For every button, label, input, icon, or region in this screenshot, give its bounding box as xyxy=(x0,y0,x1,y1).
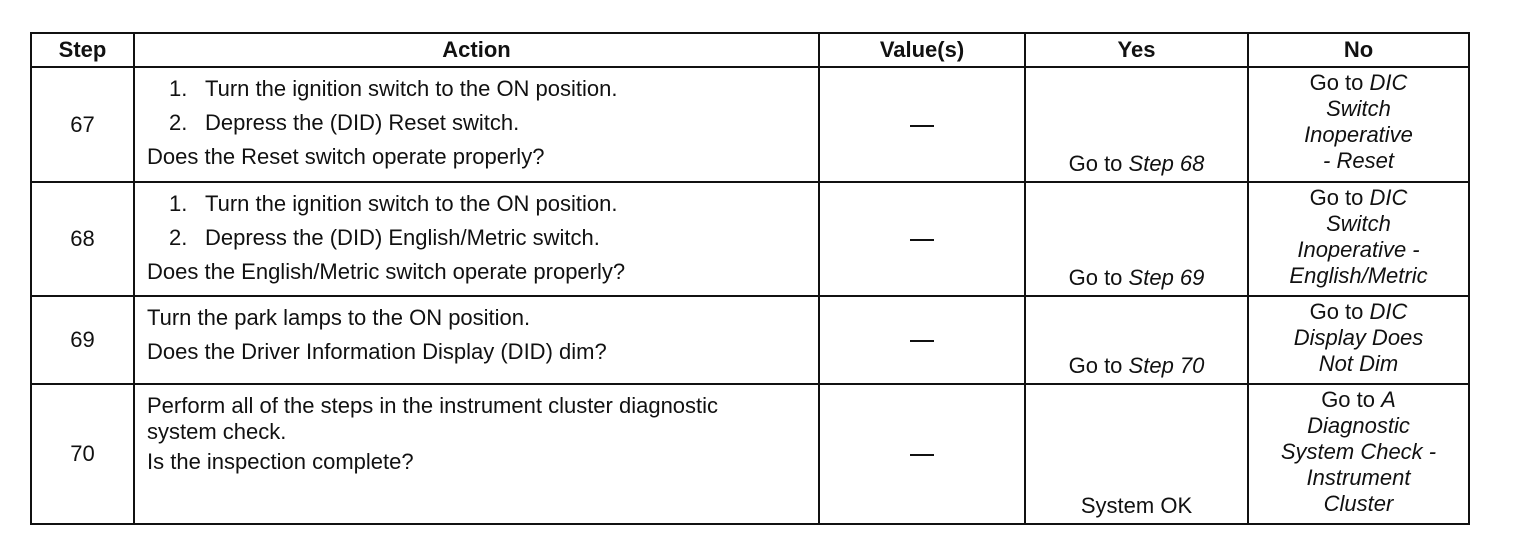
header-action: Action xyxy=(134,33,819,67)
step-text: Depress the (DID) Reset switch. xyxy=(205,110,520,135)
no-prefix: Go to xyxy=(1309,185,1364,210)
header-yes: Yes xyxy=(1025,33,1248,67)
table-row xyxy=(31,182,1469,296)
yes-cell xyxy=(1025,182,1248,296)
no-cell xyxy=(1248,67,1469,182)
no-ref-text[interactable]: Inoperative xyxy=(1304,122,1413,147)
no-ref-text[interactable]: Switch xyxy=(1326,211,1391,236)
step-index: 2. xyxy=(169,110,188,135)
no-cell xyxy=(1248,296,1469,384)
action-step-line xyxy=(147,221,810,255)
yes-prefix: Go to xyxy=(1068,353,1123,378)
action-cell xyxy=(134,182,819,296)
no-cell xyxy=(1248,384,1469,524)
no-ref-text[interactable]: DIC xyxy=(1369,70,1408,95)
step-index: 2. xyxy=(169,225,188,250)
action-question: Does the Driver Information Display (DID) dim? xyxy=(147,339,607,364)
step-text: Turn the ignition switch to the ON position. xyxy=(205,76,618,101)
no-cell xyxy=(1248,182,1469,296)
value-cell xyxy=(819,67,1025,182)
action-text-line: Turn the park lamps to the ON position. xyxy=(147,305,531,330)
step-text: Depress the (DID) English/Metric switch. xyxy=(205,225,600,250)
yes-step-link[interactable]: Step 70 xyxy=(1128,353,1205,378)
yes-text: System OK xyxy=(1080,493,1193,518)
empty-value-dash xyxy=(910,454,934,456)
step-number: 68 xyxy=(31,182,134,296)
action-step-line xyxy=(147,72,810,106)
no-ref-text[interactable]: DIC xyxy=(1369,185,1408,210)
action-question: Does the English/Metric switch operate properly? xyxy=(147,259,626,284)
action-step-line xyxy=(147,187,810,221)
yes-prefix: Go to xyxy=(1068,265,1123,290)
no-prefix: Go to xyxy=(1309,70,1364,95)
action-text-line: Perform all of the steps in the instrument cluster diagnostic xyxy=(147,393,719,418)
header-values: Value(s) xyxy=(819,33,1025,67)
action-cell xyxy=(134,384,819,524)
step-index: 1. xyxy=(169,191,188,216)
header-step: Step xyxy=(31,33,134,67)
diagnostic-table xyxy=(30,32,1470,525)
table-row xyxy=(31,296,1469,384)
table-row xyxy=(31,67,1469,182)
yes-prefix: Go to xyxy=(1068,151,1123,176)
action-step-line xyxy=(147,106,810,140)
no-ref-text[interactable]: Diagnostic xyxy=(1307,413,1410,438)
yes-cell xyxy=(1025,296,1248,384)
action-question: Does the Reset switch operate properly? xyxy=(147,144,545,169)
value-cell xyxy=(819,384,1025,524)
empty-value-dash xyxy=(910,125,934,127)
action-cell xyxy=(134,296,819,384)
action-cell xyxy=(134,67,819,182)
step-number: 67 xyxy=(31,67,134,182)
no-ref-text[interactable]: DIC xyxy=(1369,299,1408,324)
value-cell xyxy=(819,296,1025,384)
no-ref-text[interactable]: English/Metric xyxy=(1289,263,1428,288)
no-ref-text[interactable]: - Reset xyxy=(1323,148,1394,173)
no-ref-text[interactable]: Cluster xyxy=(1323,491,1394,516)
no-ref-text[interactable]: Not Dim xyxy=(1318,351,1399,376)
empty-value-dash xyxy=(910,340,934,342)
no-ref-text[interactable]: Switch xyxy=(1326,96,1391,121)
step-number: 70 xyxy=(31,384,134,524)
no-ref-text[interactable]: Display Does xyxy=(1293,325,1424,350)
yes-cell xyxy=(1025,384,1248,524)
header-row xyxy=(31,33,1469,67)
step-index: 1. xyxy=(169,76,188,101)
no-ref-text[interactable]: Instrument xyxy=(1306,465,1411,490)
step-number: 69 xyxy=(31,296,134,384)
no-ref-text[interactable]: Inoperative - xyxy=(1297,237,1420,262)
empty-value-dash xyxy=(910,239,934,241)
header-no: No xyxy=(1248,33,1469,67)
step-text: Turn the ignition switch to the ON position. xyxy=(205,191,618,216)
value-cell xyxy=(819,182,1025,296)
no-prefix: Go to xyxy=(1309,299,1364,324)
action-question: Is the inspection complete? xyxy=(147,449,414,474)
yes-step-link[interactable]: Step 68 xyxy=(1128,151,1205,176)
table-row xyxy=(31,384,1469,524)
no-prefix: Go to xyxy=(1321,387,1375,412)
action-text-line: system check. xyxy=(147,419,287,444)
no-ref-text[interactable]: A xyxy=(1381,387,1396,412)
no-ref-text[interactable]: System Check - xyxy=(1280,439,1437,464)
yes-step-link[interactable]: Step 69 xyxy=(1128,265,1205,290)
yes-cell xyxy=(1025,67,1248,182)
